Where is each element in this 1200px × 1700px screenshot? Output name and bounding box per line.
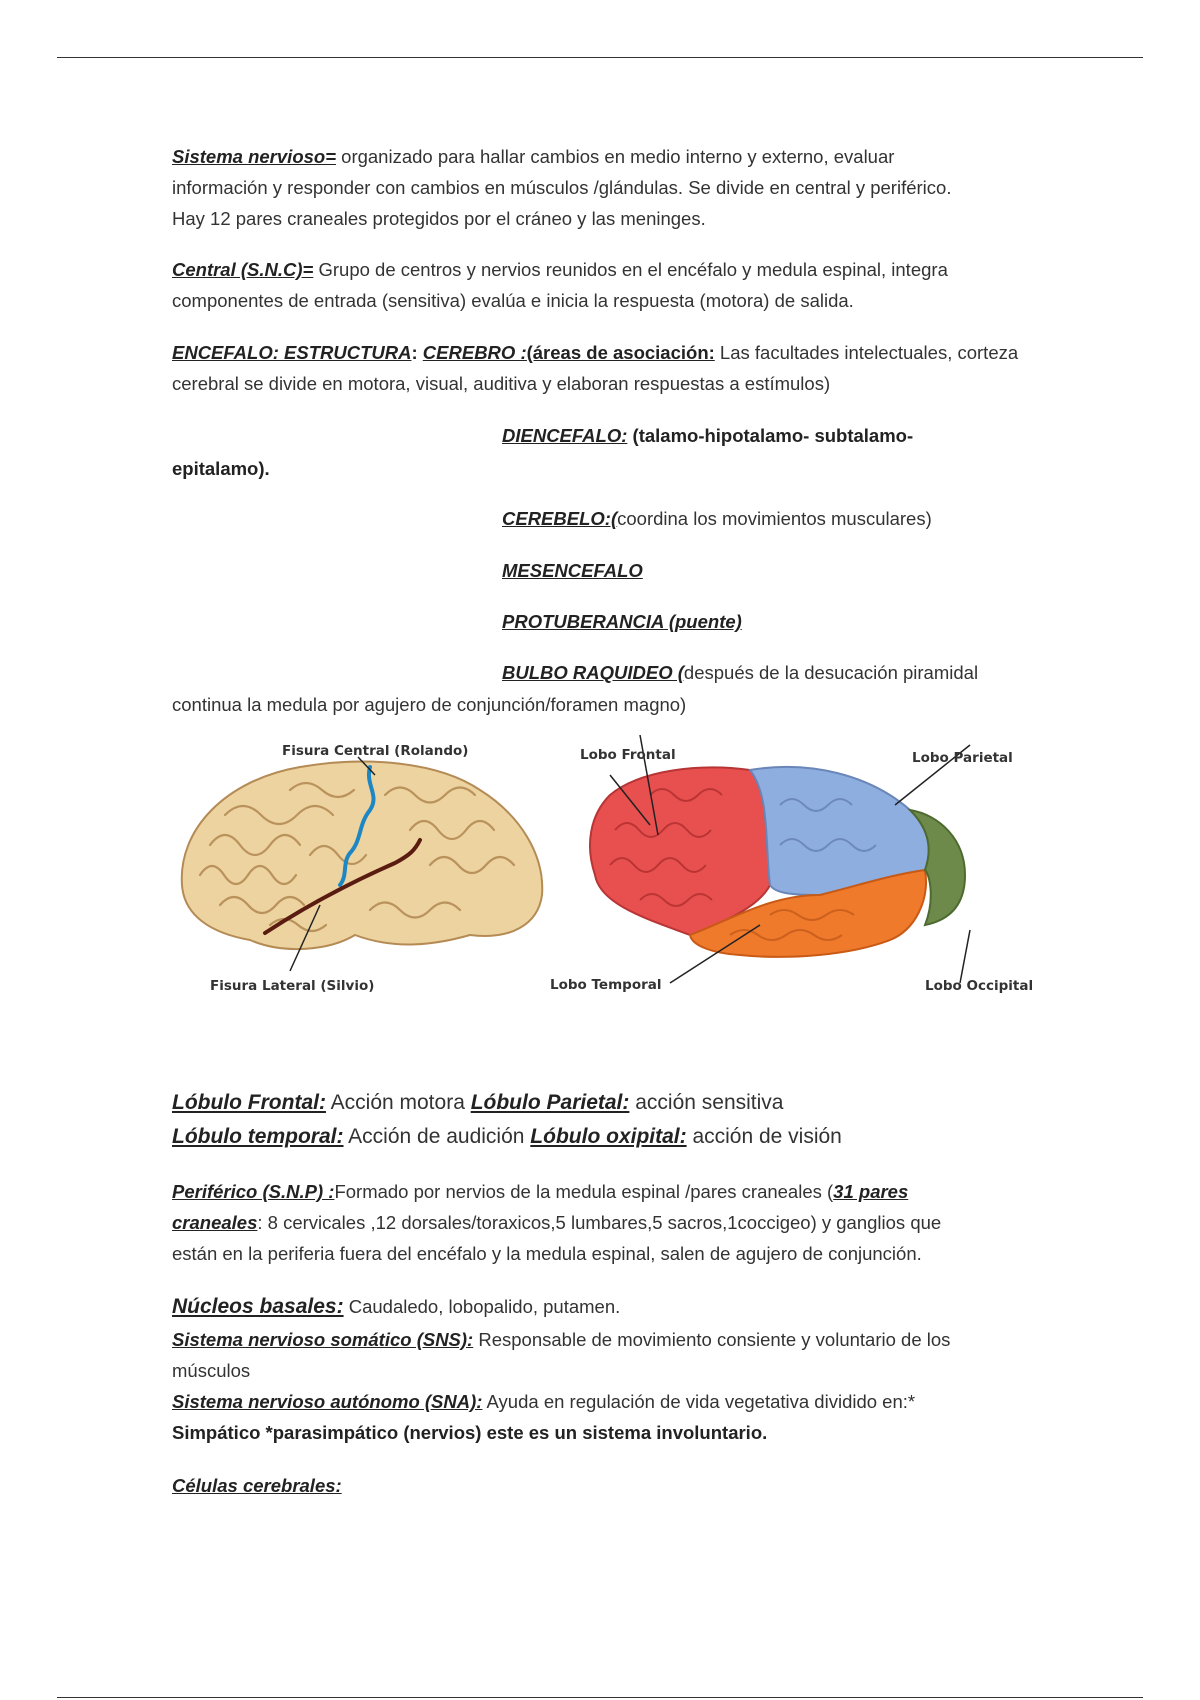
top-rule [57, 57, 1143, 58]
brain-left [182, 757, 542, 971]
heading-sna: Sistema nervioso autónomo (SNA): [172, 1391, 483, 1412]
brain-right [590, 735, 970, 983]
paragraph-central: Central (S.N.C)= Grupo de centros y nervios reunidos en el encéfalo y medula espinal, integra componentes de entrada (sensitiva) evalúa e inicia la respuesta (motora) de salida. [172, 259, 948, 311]
label-fisura-lateral: Fisura Lateral (Silvio) [210, 978, 375, 994]
heading-sns: Sistema nervioso somático (SNS): [172, 1329, 474, 1350]
brain-illustration [170, 735, 1060, 1015]
item-cerebelo: CEREBELO:(coordina los movimientos musculares) [502, 508, 932, 529]
label-fisura-central: Fisura Central (Rolando) [282, 743, 469, 759]
item-bulbo-raquideo: BULBO RAQUIDEO (después de la desucación piramidal [502, 662, 979, 683]
label-lobo-parietal: Lobo Parietal [912, 750, 1013, 766]
paragraph-nucleos-sns-sna: Núcleos basales: Caudaledo, lobopalido, putamen. Sistema nervioso somático (SNS): Responsable de movimiento consiente y voluntario de los músculos Sistema nervioso autónomo (SNA): Ayuda en regulación de vida vegetativa dividido en:* Simpático *parasimpático (nervios) este es un sistema involuntario. [172, 1295, 951, 1443]
heading-nucleos: Núcleos basales: [172, 1295, 344, 1318]
label-lobo-frontal: Lobo Frontal [580, 747, 676, 763]
heading-celulas: Células cerebrales: [172, 1475, 342, 1496]
item-mesencefalo: MESENCEFALO [502, 560, 643, 581]
item-bulbo-cont: continua la medula por agujero de conjunción/foramen magno) [172, 694, 687, 715]
brain-figure [170, 735, 1060, 1015]
item-diencefalo-cont: epitalamo). [172, 458, 270, 479]
paragraph-sistema-nervioso: Sistema nervioso= organizado para hallar cambios en medio interno y externo, evaluar información y responder con cambios en músculos /glándulas. Se divide en central y periférico. Hay 12 pares craneales protegidos por el cráneo y las meninges. [172, 146, 952, 229]
heading-central: Central (S.N.C)= [172, 259, 314, 280]
item-diencefalo: DIENCEFALO: (talamo-hipotalamo- subtalamo- [502, 425, 914, 446]
paragraph-periferico: Periférico (S.N.P) :Formado por nervios de la medula espinal /pares craneales (31 pares craneales: 8 cervicales ,12 dorsales/toraxicos,5 lumbares,5 sacros,1coccigeo) y ganglios que están en la periferia fuera del encéfalo y la medula espinal, salen de agujero de conjunción. [172, 1181, 942, 1264]
item-protuberancia: PROTUBERANCIA (puente) [502, 611, 742, 632]
paragraph-encefalo: ENCEFALO: ESTRUCTURA: CEREBRO :(áreas de asociación: Las facultades intelectuales, corteza cerebral se divide en motora, visual, auditiva y elaboran respuestas a estímulos) [172, 342, 1019, 394]
paragraph-lobulos: Lóbulo Frontal: Acción motora Lóbulo Parietal: acción sensitiva Lóbulo temporal: Acción de audición Lóbulo oxipital: acción de visión [172, 1091, 842, 1148]
label-lobo-occipital: Lobo Occipital [925, 978, 1034, 994]
frontal-lobe [590, 767, 770, 935]
label-lobo-temporal: Lobo Temporal [550, 977, 662, 993]
heading-sistema-nervioso: Sistema nervioso= [172, 146, 337, 167]
paragraph-celulas [172, 1470, 1042, 1501]
bottom-rule [57, 1697, 1143, 1698]
